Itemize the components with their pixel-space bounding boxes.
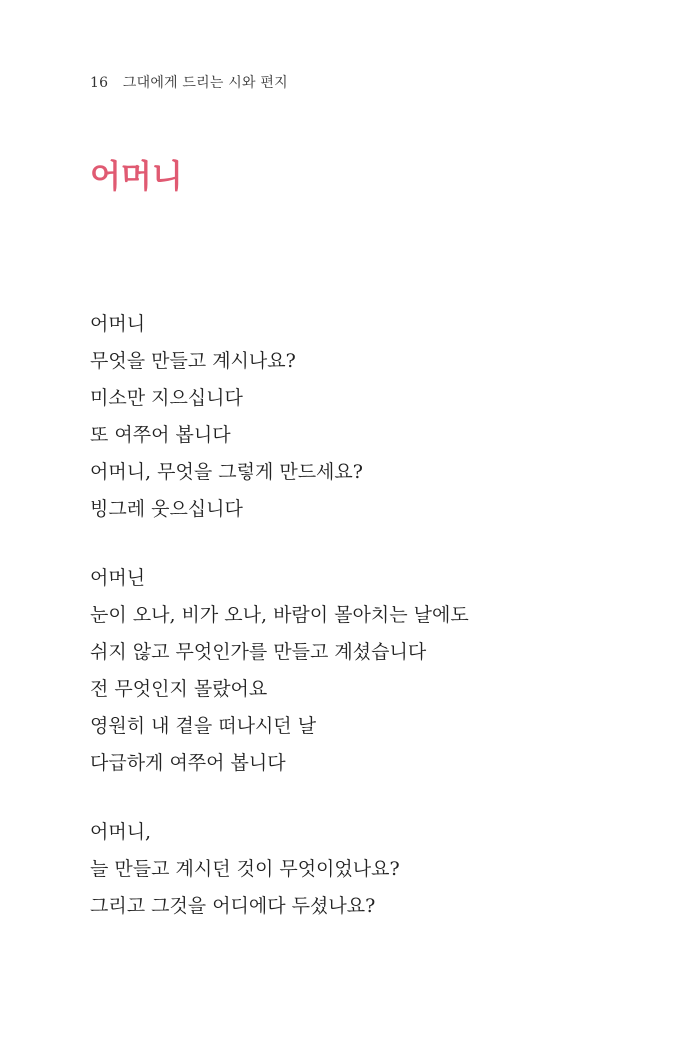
poem-title: 어머니 xyxy=(90,157,183,195)
stanza-3 xyxy=(90,814,650,925)
poem-line: 어머니 xyxy=(90,313,146,335)
poem-line: 영원히 내 곁을 떠나시던 날 xyxy=(90,715,317,737)
poem-line: 쉬지 않고 무엇인가를 만들고 계셨습니다 xyxy=(90,641,427,663)
page-number: 16 xyxy=(90,75,109,91)
poem-body xyxy=(90,306,650,957)
poem-line: 어머니, 무엇을 그렇게 만드세요? xyxy=(90,461,363,483)
poem-line: 전 무엇인지 몰랐어요 xyxy=(90,678,268,700)
poem-line: 늘 만들고 계시던 것이 무엇이었나요? xyxy=(90,858,400,880)
poem-line: 미소만 지으십니다 xyxy=(90,387,243,409)
poem-line: 다급하게 여쭈어 봅니다 xyxy=(90,752,286,774)
poem-line: 어머니, xyxy=(90,821,152,843)
poem-line: 눈이 오나, 비가 오나, 바람이 몰아치는 날에도 xyxy=(90,604,469,626)
book-title: 그대에게 드리는 시와 편지 xyxy=(122,75,288,91)
poem-line: 무엇을 만들고 계시나요? xyxy=(90,350,296,372)
poem-line: 그리고 그것을 어디에다 두셨나요? xyxy=(90,895,376,917)
stanza-1 xyxy=(90,306,650,528)
poem-line: 또 여쭈어 봅니다 xyxy=(90,424,231,446)
running-header xyxy=(90,72,288,92)
poem-line: 어머닌 xyxy=(90,567,146,589)
poem-line: 빙그레 웃으십니다 xyxy=(90,498,243,520)
stanza-2 xyxy=(90,560,650,782)
